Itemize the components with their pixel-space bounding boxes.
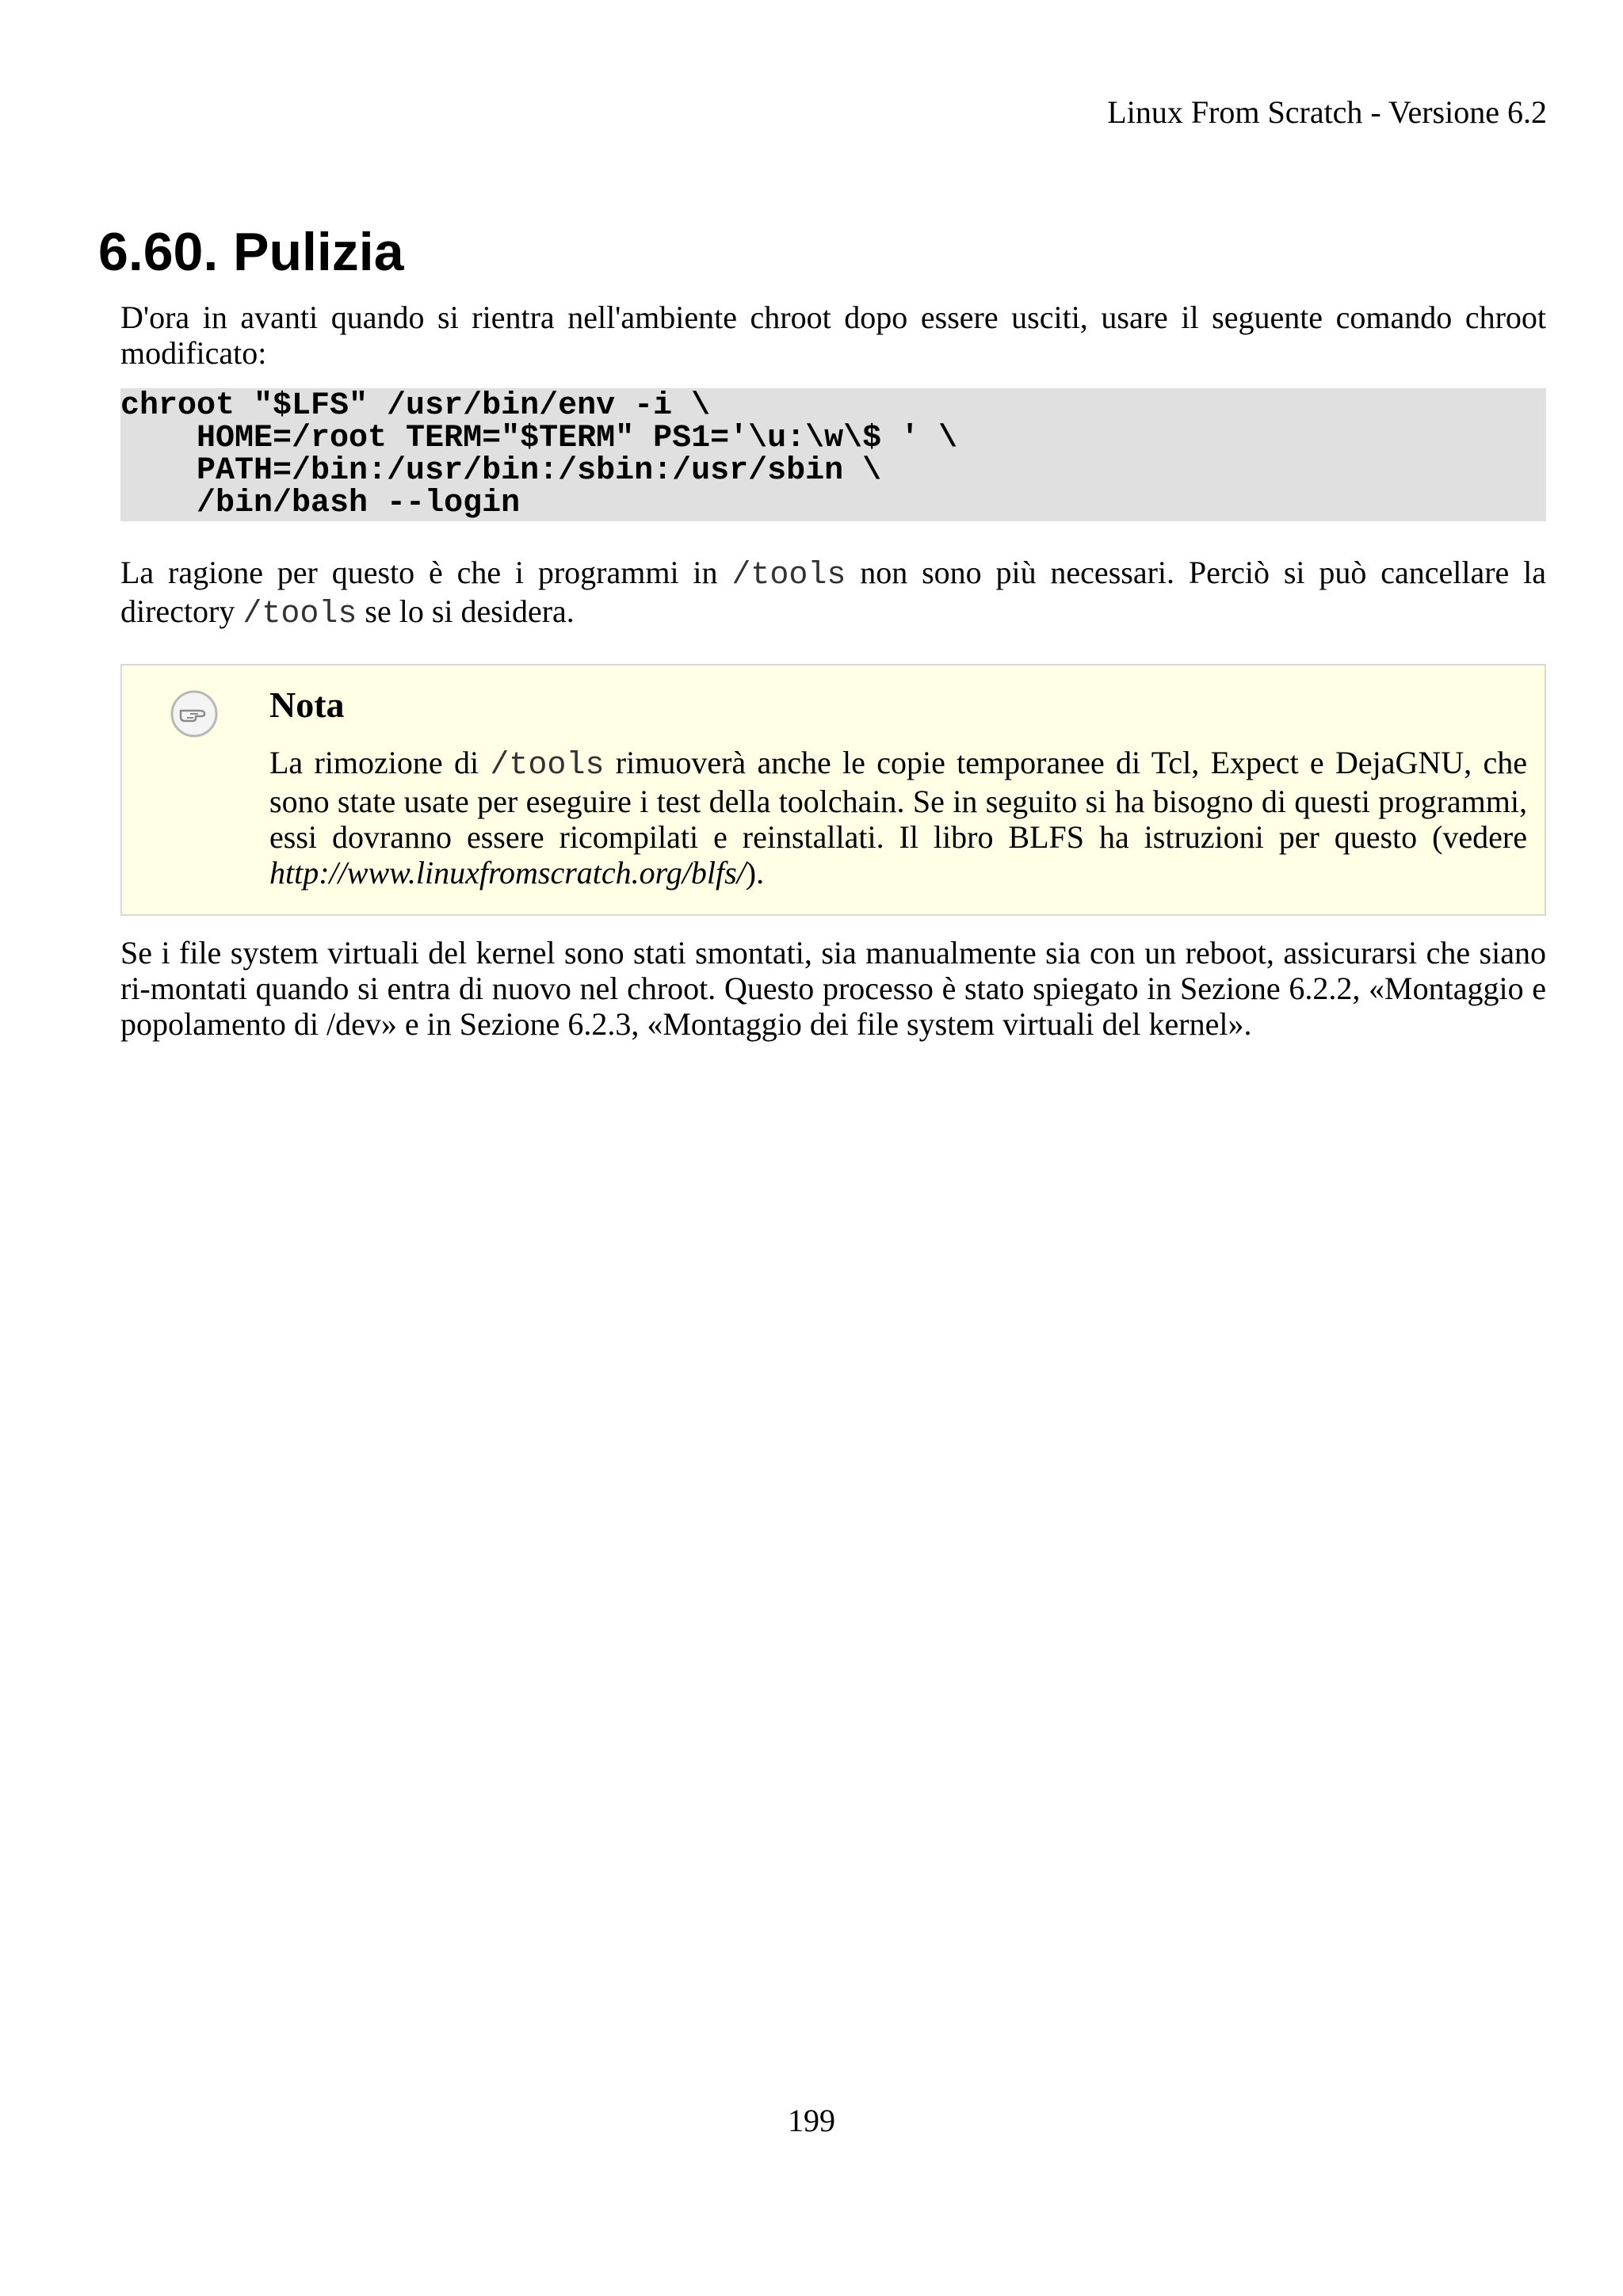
tools-path: /tools xyxy=(242,597,357,632)
note-text-part: rimuoverà anche le copie temporanee di Tcl, Expect e DejaGNU, che sono state usate per eseguire i test della toolchain. Se in seguito si ha bisogno di questi programmi, essi dovranno essere ricompilati e reinstallati. Il libro BLFS ha istruzioni per questo (vedere xyxy=(269,745,1527,855)
intro-paragraph: D'ora in avanti quando si rientra nell'ambiente chroot dopo essere usciti, usare il seguente comando chroot modificato: xyxy=(120,299,1546,371)
reason-text: La ragione per questo è che i programmi in xyxy=(120,555,732,590)
page-number: 199 xyxy=(788,2103,835,2138)
section-title: 6.60. Pulizia xyxy=(98,222,404,282)
reason-text: non sono più necessari. Perciò si può cancellare la directory xyxy=(120,555,1546,629)
closing-paragraph: Se i file system virtuali del kernel sono stati smontati, sia manualmente sia con un reboot, assicurarsi che siano ri-montati quando si entra di nuovo nel chroot. Questo processo è stato spiegato in Sezione 6.2.2, «Montaggio e popolamento di /dev» e in Sezione 6.2.3, «Montaggio dei file system virtuali del kernel». xyxy=(120,935,1546,1042)
code-line: /bin/bash --login xyxy=(120,486,521,521)
note-title: Nota xyxy=(269,685,345,725)
blfs-link[interactable]: http://www.linuxfromscratch.org/blfs/ xyxy=(269,855,746,891)
pointing-hand-icon xyxy=(170,689,219,738)
note-text-part: ). xyxy=(745,855,765,891)
reason-paragraph xyxy=(120,555,1546,632)
running-header: Linux From Scratch - Versione 6.2 xyxy=(1107,94,1547,130)
code-line: PATH=/bin:/usr/bin:/sbin:/usr/sbin \ xyxy=(120,453,882,489)
main-content xyxy=(120,299,1546,1042)
reason-text: se lo si desidera. xyxy=(357,593,575,629)
code-line: chroot "$LFS" /usr/bin/env -i \ xyxy=(120,388,711,424)
note-text xyxy=(269,745,1527,891)
note-text-part: La rimozione di xyxy=(269,745,491,780)
tools-path: /tools xyxy=(490,748,605,784)
code-line: HOME=/root TERM="$TERM" PS1='\u:\w\$ ' \ xyxy=(120,421,958,456)
chroot-command-block xyxy=(120,388,1546,521)
note-box xyxy=(120,664,1546,916)
tools-path: /tools xyxy=(731,558,846,593)
